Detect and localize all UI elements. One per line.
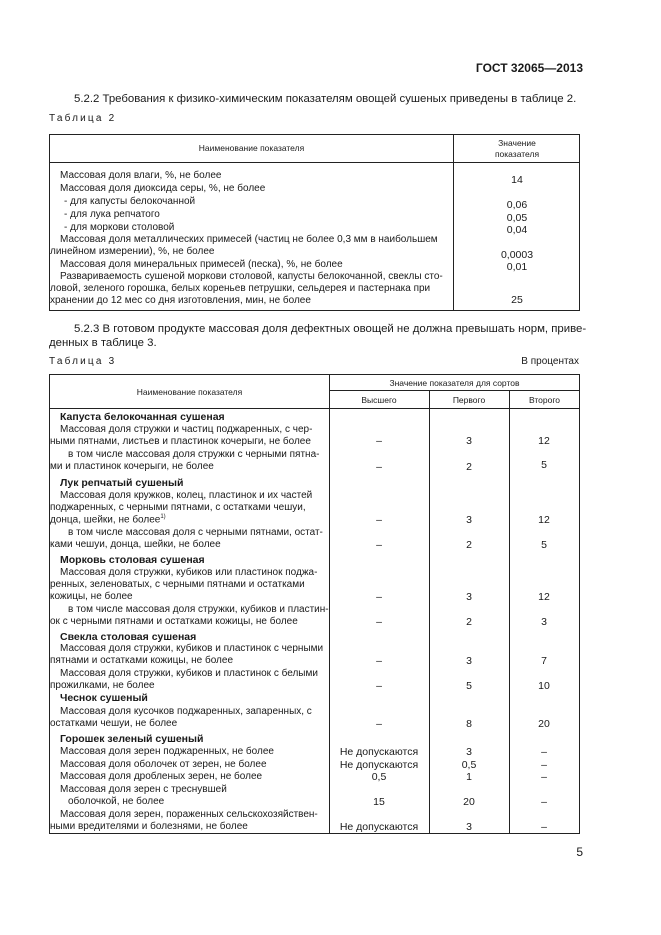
t3-value: – bbox=[541, 771, 547, 783]
footnote-mark: 1) bbox=[160, 514, 166, 520]
t3-row: ными вредителями и болезнями, не более bbox=[50, 821, 248, 832]
section-title-beet: Свекла столовая сушеная bbox=[60, 631, 197, 643]
t3-row: Массовая доля стружки, кубиков или пластинок поджа- bbox=[60, 567, 318, 578]
t3-value: 8 bbox=[466, 718, 472, 730]
t3-row: ренных, зеленоватых, с черными пятнами и остатками bbox=[50, 579, 305, 590]
t2-row: - для капусты белокочанной bbox=[64, 196, 196, 207]
t2-value: 0,06 bbox=[506, 199, 528, 211]
t3-row: в том числе массовая доля с черными пятнами, остат- bbox=[68, 527, 323, 538]
t3-row: Массовая доля зерен, пораженных сельскохозяйствен- bbox=[60, 809, 318, 820]
t3-value: 15 bbox=[373, 796, 385, 808]
table-2-label: Таблица 2 bbox=[49, 113, 117, 124]
t3-row: ными пятнами, листьев и пластинок кочерыги, не более bbox=[50, 436, 311, 447]
t3-row: остатками чешуи, не более bbox=[50, 718, 178, 729]
paragraph-5-2-3-cont: денных в таблице 3. bbox=[49, 337, 157, 349]
section-title-carrot: Морковь столовая сушеная bbox=[60, 554, 205, 566]
t3-row: Массовая доля кружков, колец, пластинок и их частей bbox=[60, 490, 313, 501]
t3-col-highest: Высшего bbox=[361, 395, 397, 405]
t2-col-value-1: Значение bbox=[498, 138, 536, 148]
t3-value: – bbox=[541, 821, 547, 833]
t2-row: линейном измерении), %, не более bbox=[50, 246, 215, 257]
t3-value: – bbox=[376, 539, 382, 551]
t3-value: 20 bbox=[538, 718, 550, 730]
t2-row: ловой, зеленого горошка, белых кореньев петрушки, сельдерея и пастернака при bbox=[50, 283, 431, 294]
t3-value: 5 bbox=[541, 539, 547, 551]
t2-row: Массовая доля диоксида серы, %, не более bbox=[60, 183, 266, 194]
t3-row: оболочкой, не более bbox=[68, 796, 165, 807]
t3-row: Массовая доля стружки, кубиков и пластинок с белыми bbox=[60, 668, 318, 679]
t2-row: Массовая доля минеральных примесей (песка), %, не более bbox=[60, 259, 343, 270]
t3-row: Массовая доля стружки и частиц поджаренных, с чер- bbox=[60, 424, 313, 435]
t3-value: Не допускаются bbox=[339, 821, 419, 833]
table-3-units: В процентах bbox=[521, 356, 579, 367]
t3-value: 12 bbox=[538, 514, 550, 526]
t2-value: 0,0003 bbox=[500, 249, 534, 261]
t3-value: – bbox=[376, 680, 382, 692]
t2-row: хранении до 12 мес со дня изготовления, мин, не более bbox=[50, 295, 311, 306]
t3-value: – bbox=[376, 655, 382, 667]
t3-value: 3 bbox=[466, 514, 472, 526]
table-2 bbox=[49, 134, 580, 311]
t3-col-second: Второго bbox=[528, 395, 560, 405]
t3-value: 12 bbox=[538, 435, 550, 447]
table-3 bbox=[49, 374, 580, 834]
t3-value: 5 bbox=[541, 459, 547, 471]
t3-row: в том числе массовая доля стружки с черными пятна- bbox=[68, 449, 320, 460]
t3-value: – bbox=[541, 746, 547, 758]
t3-row: Массовая доля оболочек от зерен, не более bbox=[60, 759, 267, 770]
t3-value: Не допускаются bbox=[339, 759, 419, 771]
t3-row: кожицы, не более bbox=[50, 591, 133, 602]
page-number: 5 bbox=[576, 845, 583, 859]
t3-col-first: Первого bbox=[452, 395, 486, 405]
t2-value: 25 bbox=[511, 294, 523, 306]
t3-value: 10 bbox=[538, 680, 550, 692]
t3-row: Массовая доля зерен с треснувшей bbox=[60, 784, 227, 795]
t3-row: Массовая доля кусочков поджаренных, запаренных, с bbox=[60, 706, 312, 717]
t2-row: - для моркови столовой bbox=[64, 222, 175, 233]
t3-value: 3 bbox=[466, 591, 472, 603]
t3-col-group: Значение показателя для сортов bbox=[389, 378, 520, 388]
t3-value: 2 bbox=[466, 461, 472, 473]
t3-value: 3 bbox=[541, 616, 547, 628]
t3-row: в том числе массовая доля стружки, кубиков и пластин- bbox=[68, 604, 329, 615]
t3-value: 2 bbox=[466, 616, 472, 628]
t3-value: – bbox=[376, 435, 382, 447]
t3-value: – bbox=[376, 718, 382, 730]
t3-value: – bbox=[376, 461, 382, 473]
t2-row: - для лука репчатого bbox=[64, 209, 160, 220]
t3-value: 2 bbox=[466, 539, 472, 551]
t3-value: 5 bbox=[466, 680, 472, 692]
t3-row: Массовая доля стружки, кубиков и пластинок с черными bbox=[60, 643, 324, 654]
t2-col-value-2: показателя bbox=[494, 149, 540, 159]
t3-value: – bbox=[376, 616, 382, 628]
t3-value: 12 bbox=[538, 591, 550, 603]
t3-value: 3 bbox=[466, 435, 472, 447]
t3-row: Массовая доля дробленых зерен, не более bbox=[60, 771, 263, 782]
t3-value: 7 bbox=[541, 655, 547, 667]
t3-value: 0,5 bbox=[371, 771, 387, 783]
t3-row: ками чешуи, донца, шейки, не более bbox=[50, 539, 221, 550]
t3-value: – bbox=[376, 514, 382, 526]
section-title-garlic: Чеснок сушеный bbox=[60, 692, 148, 704]
t3-row: ми и пластинок кочерыги, не более bbox=[50, 461, 214, 472]
paragraph-5-2-2: 5.2.2 Требования к физико-химическим показателям овощей сушеных приведены в таблице 2. bbox=[74, 93, 577, 105]
t2-value: 0,01 bbox=[506, 261, 528, 273]
t3-value: 3 bbox=[466, 746, 472, 758]
t2-row: Массовая доля металлических примесей (частиц не более 0,3 мм в наибольшем bbox=[60, 234, 438, 245]
t3-value: 3 bbox=[466, 655, 472, 667]
t3-row: донца, шейки, не более$^{1)}$ bbox=[50, 514, 166, 526]
t2-col-name: Наименование показателя bbox=[198, 143, 305, 153]
t3-value: – bbox=[541, 759, 547, 771]
t3-row: прожилками, не более bbox=[50, 680, 155, 691]
t2-value: 0,04 bbox=[506, 224, 528, 236]
section-title-peas: Горошек зеленый сушеный bbox=[60, 733, 204, 745]
t3-value: – bbox=[376, 591, 382, 603]
t3-value: 1 bbox=[466, 771, 472, 783]
t3-row: поджаренных, с черными пятнами, с остатками чешуи, bbox=[50, 502, 306, 513]
t3-col-name: Наименование показателя bbox=[136, 387, 243, 397]
t3-row: пятнами и остатками кожицы, не более bbox=[50, 655, 234, 666]
t3-value: 3 bbox=[466, 821, 472, 833]
t2-value: 14 bbox=[511, 174, 523, 186]
standard-number: ГОСТ 32065—2013 bbox=[475, 61, 583, 75]
table-3-label: Таблица 3 bbox=[49, 356, 117, 367]
t2-row: Развариваемость сушеной моркови столовой, капусты белокочанной, свеклы сто- bbox=[60, 271, 443, 282]
t3-row: ок с черными пятнами и остатками кожицы, не более bbox=[50, 616, 298, 627]
t3-row: Массовая доля зерен поджаренных, не более bbox=[60, 746, 274, 757]
t3-value: – bbox=[541, 796, 547, 808]
t2-row: Массовая доля влаги, %, не более bbox=[60, 170, 222, 181]
paragraph-5-2-3: 5.2.3 В готовом продукте массовая доля дефектных овощей не должна превышать норм, приве- bbox=[74, 323, 587, 335]
t2-value: 0,05 bbox=[506, 212, 528, 224]
section-title-cabbage: Капуста белокочанная сушеная bbox=[60, 411, 225, 423]
t3-value: Не допускаются bbox=[339, 746, 419, 758]
t3-value: 20 bbox=[463, 796, 475, 808]
section-title-onion: Лук репчатый сушеный bbox=[60, 477, 184, 489]
t3-value: 0,5 bbox=[461, 759, 477, 771]
